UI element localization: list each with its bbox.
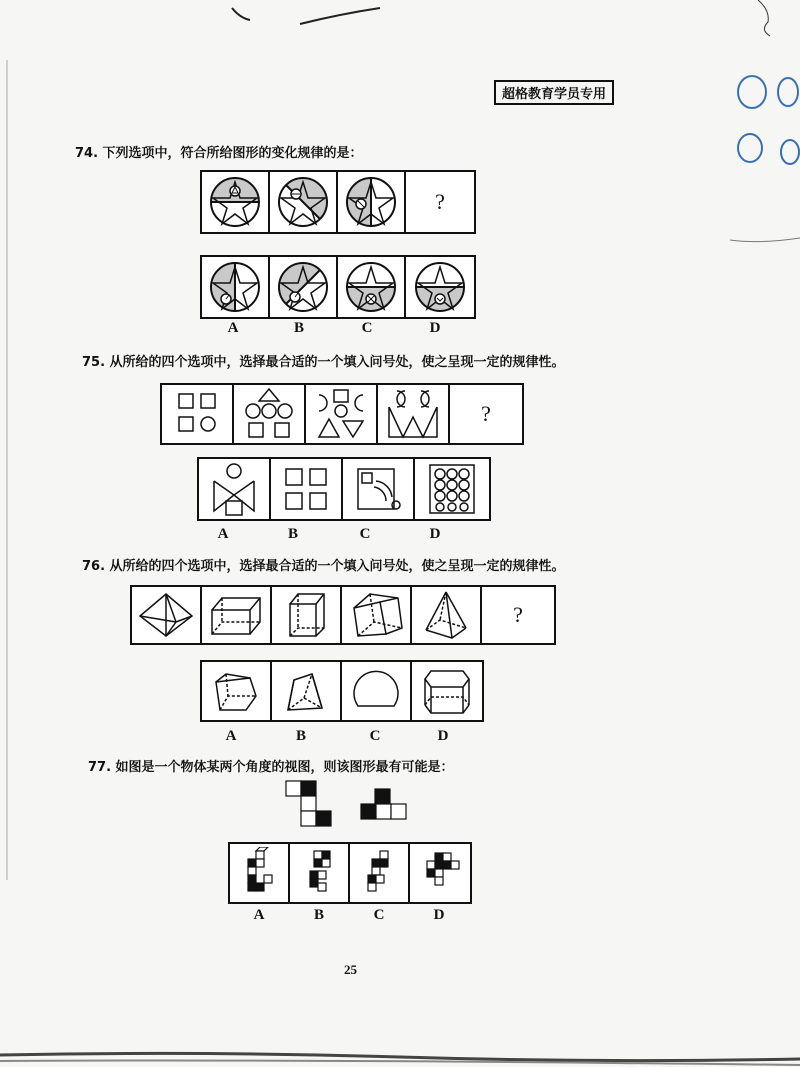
q76-label-d: D — [437, 728, 449, 744]
q75-option-c[interactable] — [343, 459, 415, 519]
q75-option-a[interactable] — [199, 459, 271, 519]
q75-question-strip — [160, 383, 524, 445]
q74-figure-3 — [338, 172, 406, 232]
corner-doodles — [730, 0, 800, 250]
q76-figure-2 — [202, 587, 272, 643]
q77-option-c[interactable] — [350, 844, 410, 902]
q74-label-a: A — [227, 320, 239, 336]
q74-options-strip — [200, 255, 476, 319]
q76-option-a[interactable] — [202, 662, 272, 720]
q77-option-d[interactable] — [410, 844, 470, 902]
q76-figure-5 — [412, 587, 482, 643]
q76-label-b: B — [295, 728, 306, 744]
pen-stroke-mark — [230, 4, 390, 28]
q77-label-a: A — [253, 907, 265, 923]
q77-label-d: D — [433, 907, 445, 923]
q76-figure-4 — [342, 587, 412, 643]
q76-text: 76. 从所给的四个选项中，选择最合适的一个填入问号处，使之呈现一定的规律性。 — [82, 559, 565, 574]
q75-options-strip — [197, 457, 491, 521]
q76-label-c: C — [369, 728, 381, 744]
q77-option-b[interactable] — [290, 844, 350, 902]
q75-figure-3 — [306, 385, 378, 443]
q74-label-d: D — [429, 320, 441, 336]
q77-option-a[interactable] — [230, 844, 290, 902]
q77-text: 77. 如图是一个物体某两个角度的视图，则该图形最有可能是： — [88, 760, 454, 775]
page-edge — [6, 60, 8, 880]
page-number: 25 — [344, 962, 357, 977]
page-bottom-edge — [0, 1037, 800, 1067]
q75-question-cell: ? — [481, 401, 491, 426]
q76-label-a: A — [225, 728, 237, 744]
student-only-badge: 超格教育学员专用 — [494, 80, 614, 105]
q77-label-b: B — [313, 907, 324, 923]
q76-option-b[interactable] — [272, 662, 342, 720]
q75-label-a: A — [217, 526, 229, 542]
q74-option-a[interactable] — [202, 257, 270, 317]
q74-label-b: B — [293, 320, 304, 336]
q76-figure-1 — [132, 587, 202, 643]
q75-text: 75. 从所给的四个选项中，选择最合适的一个填入问号处，使之呈现一定的规律性。 — [82, 355, 565, 370]
q74-label-c: C — [361, 320, 373, 336]
q74-option-c[interactable] — [338, 257, 406, 317]
q76-options-strip — [200, 660, 484, 722]
q75-option-b[interactable] — [271, 459, 343, 519]
q74-question-strip — [200, 170, 476, 234]
q74-question-cell: ? — [435, 189, 445, 214]
q75-figure-1 — [162, 385, 234, 443]
q75-label-b: B — [287, 526, 298, 542]
q77-view-2 — [360, 788, 410, 822]
q74-figure-1 — [202, 172, 270, 232]
q75-label-d: D — [429, 526, 441, 542]
q76-question-strip — [130, 585, 556, 645]
q74-option-b[interactable] — [270, 257, 338, 317]
q75-label-c: C — [359, 526, 371, 542]
q74-text: 74. 下列选项中，符合所给图形的变化规律的是： — [75, 146, 363, 161]
q76-figure-3 — [272, 587, 342, 643]
q74-figure-2 — [270, 172, 338, 232]
q75-figure-2 — [234, 385, 306, 443]
q77-label-c: C — [373, 907, 385, 923]
q76-option-d[interactable] — [412, 662, 482, 720]
q74-option-d[interactable] — [406, 257, 474, 317]
q77-view-1 — [285, 780, 335, 828]
q75-option-d[interactable] — [415, 459, 489, 519]
q77-options-strip — [228, 842, 472, 904]
q75-figure-4 — [378, 385, 450, 443]
q76-option-c[interactable] — [342, 662, 412, 720]
q76-question-cell: ? — [513, 602, 523, 627]
